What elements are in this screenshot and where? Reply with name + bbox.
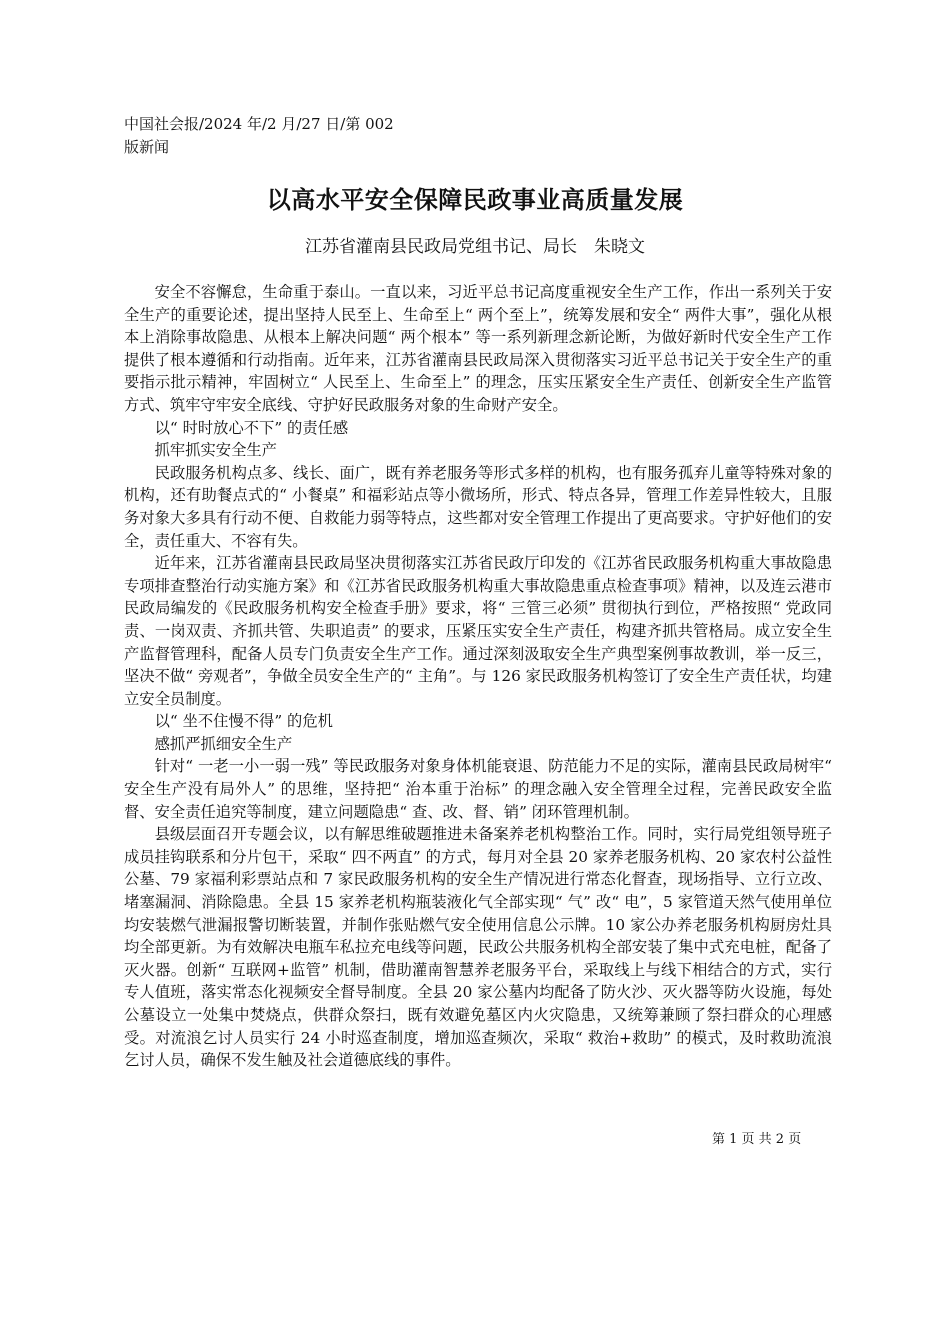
- article-body: [124, 281, 832, 1072]
- section-heading: 以“ 时时放心不下” 的责任感: [154, 418, 349, 437]
- source-line: 版新闻: [124, 138, 170, 156]
- article-author: 江苏省灌南县民政局党组书记、局长 朱晓文: [305, 237, 645, 257]
- paragraph: 安全不容懈怠，生命重于泰山。一直以来，习近平总书记高度重视安全生产工作，作出一系列关于安全生产的重要论述，提出坚持人民至上、生命至上“ 两个至上”，统筹发展和安全“ 两件大事”，强化从根本上消除事故隐患、从根本上解决问题“ 两个根本” 等一系列新理念新论断，为做好新时代安全生产工作提供了根本遵循和行动指南。近年来，江苏省灌南县民政局深入贯彻落实习近平总书记关于安全生产的重要指示批示精神，牢固树立“ 人民至上、生命至上” 的理念，压实压紧安全生产责任、创新安全生产监管方式、筑牢守牢安全底线、守护好民政服务对象的生命财产安全。: [124, 283, 832, 414]
- section-heading: 感抓严抓细安全生产: [154, 734, 293, 753]
- paragraph: 民政服务机构点多、线长、面广，既有养老服务等形式多样的机构，也有服务孤弃儿童等特殊对象的机构，还有助餐点式的“ 小餐桌” 和福彩站点等小微场所，形式、特点各异，管理工作差异性较大，且服务对象大多具有行动不便、自救能力弱等特点，这些都对安全管理工作提出了更高要求。守护好他们的安全，责任重大、不容有失。: [124, 463, 832, 550]
- source-line: 中国社会报/2024 年/2 月/27 日/第 002: [124, 115, 394, 133]
- paragraph: 县级层面召开专题会议，以有解思维破题推进未备案养老机构整治工作。同时，实行局党组领导班子成员挂钩联系和分片包干，采取“ 四不两直” 的方式，每月对全县 20 家养老服务机构、20 家农村公益性公墓、79 家福利彩票站点和 7 家民政服务机构的安全生产情况进行常态化督查，现场指导、立行立改、堵塞漏洞、消除隐患。全县 15 家养老机构瓶装液化气全部实现“ 气” 改“ 电”，5 家管道天然气使用单位均安装燃气泄漏报警切断装置，并制作张贴燃气安全使用信息公示牌。10 家公办养老服务机构厨房灶具均全部更新。为有效解决电瓶车私拉充电线等问题，民政公共服务机构全部安装了集中式充电桩，配备了灭火器。创新“ 互联网+监管” 机制，借助灌南智慧养老服务平台，采取线上与线下相结合的方式，实行专人值班，落实常态化视频安全督导制度。全县 20 家公墓内均配备了防火沙、灭火器等防火设施，每处公墓设立一处集中焚烧点，供群众祭扫，既有效避免墓区内火灾隐患，又统筹兼顾了祭扫群众的心理感受。对流浪乞讨人员实行 24 小时巡查制度，增加巡查频次，采取“ 救治+救助” 的模式，及时救助流浪乞讨人员，确保不发生触及社会道德底线的事件。: [124, 825, 832, 1070]
- article-title: 以高水平安全保障民政事业高质量发展: [266, 186, 684, 214]
- paragraph: 近年来，江苏省灌南县民政局坚决贯彻落实江苏省民政厅印发的《江苏省民政服务机构重大事故隐患专项排查整治行动实施方案》和《江苏省民政服务机构重大事故隐患重点检查事项》精神，以及连云港市民政局编发的《民政服务机构安全检查手册》要求，将“ 三管三必须” 贯彻执行到位，严格按照“ 党政同责、一岗双责、齐抓共管、失职追责” 的要求，压紧压实安全生产责任，构建齐抓共管格局。成立安全生产监督管理科，配备人员专门负责安全生产工作。通过深刻汲取安全生产典型案例事故教训，举一反三，坚决不做“ 旁观者”，争做全员安全生产的“ 主角”。与 126 家民政服务机构签订了安全生产责任状，均建立安全员制度。: [124, 554, 832, 708]
- paragraph: 针对“ 一老一小一弱一残” 等民政服务对象身体机能衰退、防范能力不足的实际，灌南县民政局树牢“ 安全生产没有局外人” 的思维，坚持把“ 治本重于治标” 的理念融入安全管理全过程，完善民政安全监督、安全责任追究等制度，建立问题隐患“ 查、改、督、销” 闭环管理机制。: [124, 757, 832, 821]
- page-number: 第 1 页 共 2 页: [712, 1132, 802, 1147]
- section-heading: 抓牢抓实安全生产: [154, 441, 277, 460]
- publication-source: [124, 113, 424, 159]
- section-heading: 以“ 坐不住慢不得” 的危机: [154, 712, 333, 731]
